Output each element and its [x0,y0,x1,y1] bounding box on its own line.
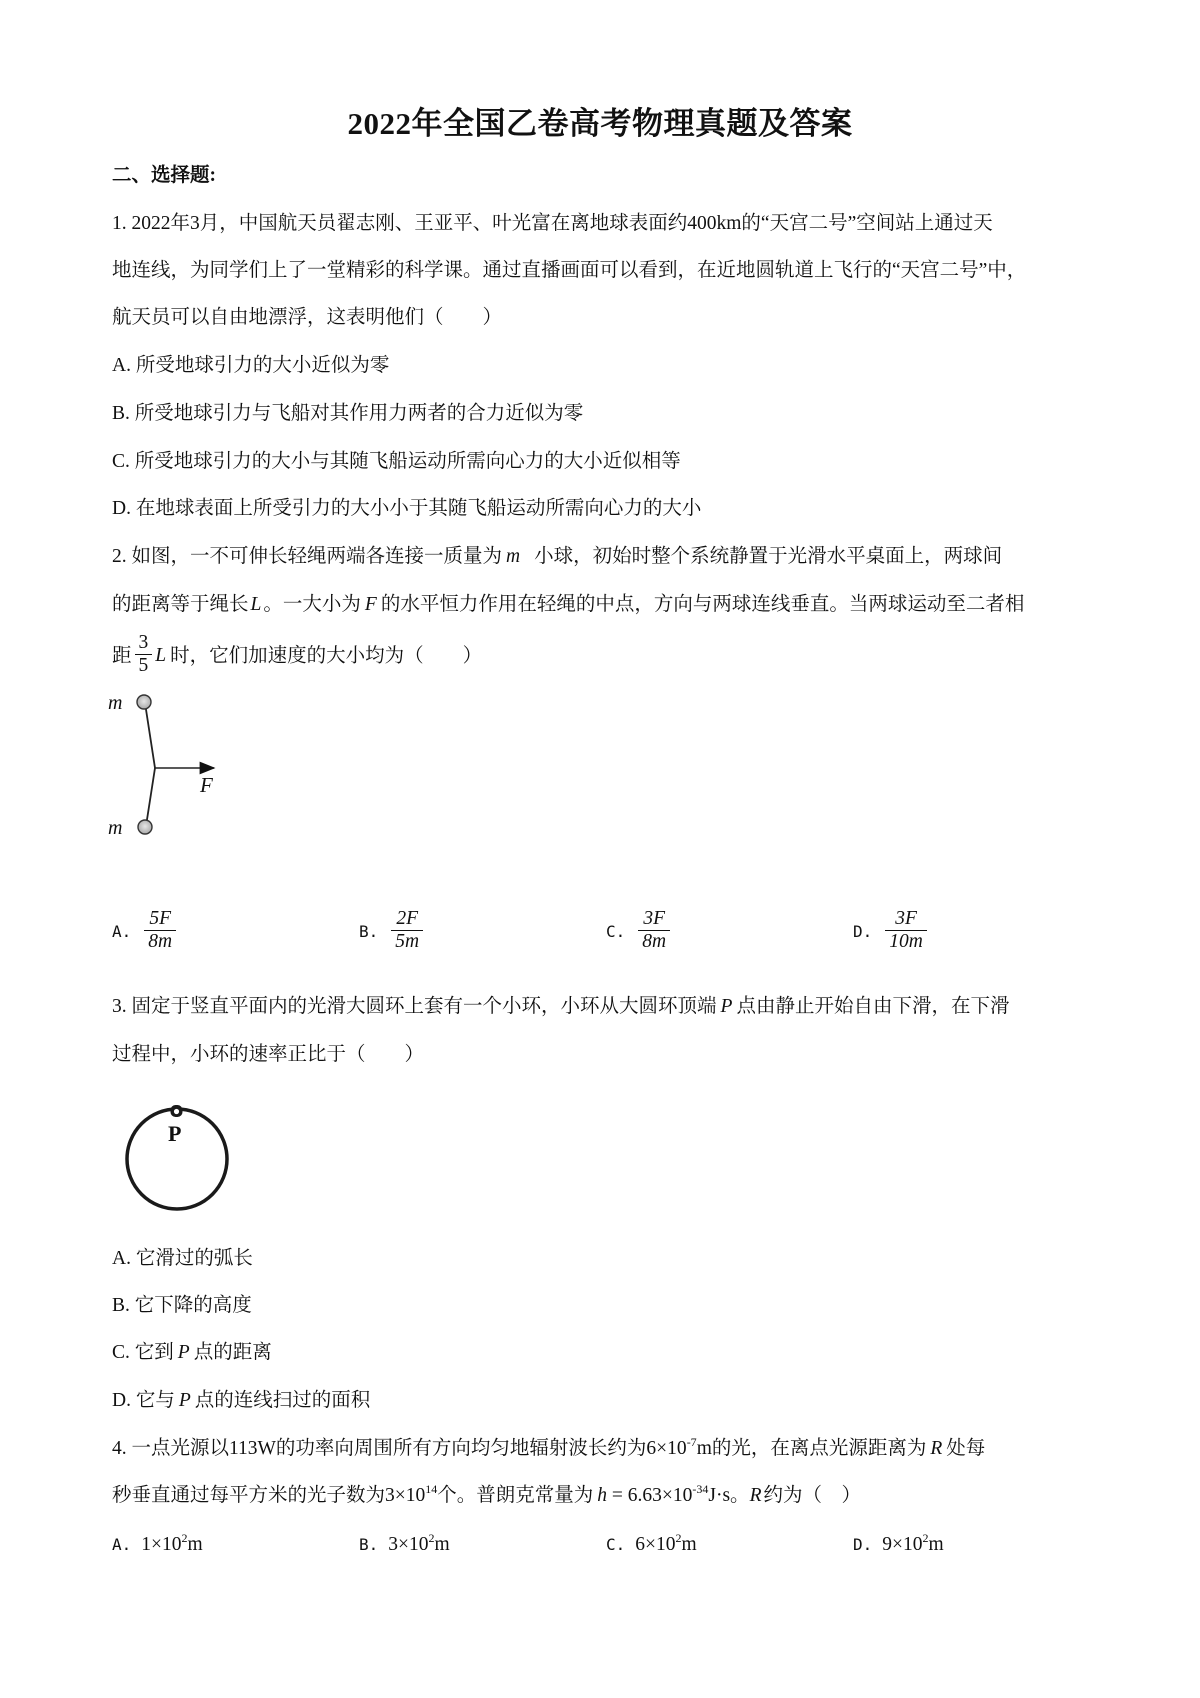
text: 3. 固定于竖直平面内的光滑大圆环上套有一个小环，小环从大圆环顶端 [112,996,717,1017]
option-letter: B. [359,922,379,942]
option-letter: D. [112,1390,131,1411]
option-value: 1×10 [141,1534,182,1555]
option-letter: C. [606,922,626,942]
option-letter: C. [112,451,130,472]
fraction-denominator: 5 [138,655,149,677]
variable-h: h [597,1485,608,1506]
text: 时，它们加速度的大小均为（ ） [170,645,483,667]
hoop-diagram [100,1088,240,1218]
option-text: 所受地球引力的大小近似为零 [135,355,390,376]
option-fraction [391,908,423,954]
option-text: 它滑过的弧长 [135,1248,253,1269]
q3-option-c[interactable] [112,1343,272,1363]
option-fraction [885,908,927,954]
variable-L: L [250,594,262,615]
q3-stem-line-1 [112,997,1009,1017]
option-letter: B. [359,1535,379,1554]
variable-L: L [155,645,167,667]
fraction-denominator: 10m [889,931,923,953]
option-text: 点的连线扫过的面积 [194,1390,371,1411]
option-letter: C. [606,1535,626,1554]
point-label-P: P [168,1121,182,1146]
option-value: 6×10 [635,1534,676,1555]
q4-option-c[interactable] [606,1531,697,1556]
exponent: -7 [686,1435,697,1449]
q4-option-a[interactable] [112,1531,203,1556]
q3-option-b[interactable] [112,1296,252,1316]
fraction-three-fifths [135,632,153,678]
exponent: 2 [922,1531,929,1545]
rope-upper-segment [145,703,155,768]
small-ring-hole [174,1109,179,1114]
force-label: F [200,773,213,797]
variable-F: F [364,594,377,615]
exponent: 2 [181,1531,188,1545]
q4-option-d[interactable] [853,1531,944,1556]
q2-option-d[interactable] [853,910,930,956]
exponent: -34 [692,1482,709,1496]
unit: m [187,1534,203,1555]
text: 距 [112,645,132,667]
fraction-numerator: 3F [638,908,670,931]
text: 。一大小为 [263,594,361,615]
option-letter: C. [112,1342,130,1363]
q1-stem-line-3: 航天员可以自由地漂浮，这表明他们（ ） [112,307,503,328]
text: 4. 一点光源以113W的功率向周围所有方向均匀地辐射波长约为6×10 [112,1438,687,1459]
option-text: 所受地球引力与飞船对其作用力两者的合力近似为零 [134,403,584,424]
option-fraction [144,908,176,954]
text: 2. 如图，一不可伸长轻绳两端各连接一质量为 [112,546,503,567]
page-title: 2022年全国乙卷高考物理真题及答案 [347,106,853,141]
variable-R: R [930,1438,943,1459]
text: = 6.63×10 [607,1485,693,1506]
fraction-denominator: 5m [395,931,420,953]
text: 小球，初始时整个系统静置于光滑水平桌面上，两球间 [534,546,1003,567]
variable-P: P [178,1390,191,1411]
q4-stem-line-1 [112,1435,986,1459]
fraction-denominator: 8m [642,931,667,953]
option-letter: D. [853,922,873,942]
option-text: 所受地球引力的大小与其随飞船运动所需向心力的大小近似相等 [134,451,681,472]
fraction-denominator: 8m [148,931,173,953]
q2-option-b[interactable] [359,910,426,956]
unit: m [928,1534,944,1555]
option-letter: D. [112,498,131,519]
variable-P: P [720,996,733,1017]
variable-m: m [506,546,521,567]
fraction-numerator: 3F [885,908,927,931]
text: 处每 [946,1438,986,1459]
exponent: 2 [428,1531,435,1545]
text: 点由静止开始自由下滑，在下滑 [736,996,1010,1017]
exponent: 14 [425,1482,438,1496]
q1-option-b[interactable] [112,404,583,424]
option-text: 点的距离 [193,1342,272,1363]
q2-option-a[interactable] [112,910,179,956]
text: 个。普朗克常量为 [437,1485,594,1506]
text: J·s。 [708,1485,750,1506]
option-text: 它与 [135,1390,175,1411]
q1-stem-line-1: 1. 2022年3月，中国航天员翟志刚、王亚平、叶光富在离地球表面约400km的“天宫二号”空间站上通过天 [112,213,993,234]
fraction-numerator: 5F [144,908,176,931]
unit: m [681,1534,697,1555]
option-letter: B. [112,403,130,424]
rope-diagram [100,690,240,840]
q4-option-b[interactable] [359,1531,450,1556]
text: 的水平恒力作用在轻绳的中点，方向与两球连线垂直。当两球运动至二者相 [380,594,1025,615]
q1-option-d[interactable] [112,499,701,519]
option-letter: B. [112,1295,130,1316]
q2-figure-rope-masses [100,690,240,840]
q1-stem-line-2: 地连线，为同学们上了一堂精彩的科学课。通过直播画面可以看到，在近地圆轨道上飞行的“天宫二号”中， [112,260,1027,281]
text: m的光，在离点光源距离为 [696,1438,927,1459]
q2-stem-line-3 [112,634,482,680]
fraction-numerator: 2F [391,908,423,931]
option-text: 在地球表面上所受引力的大小小于其随飞船运动所需向心力的大小 [135,498,702,519]
q3-option-a[interactable] [112,1249,253,1269]
option-text: 它到 [134,1342,174,1363]
section-heading: 二、选择题: [112,165,216,186]
option-letter: A. [112,1248,131,1269]
mass-label-top: m [108,692,123,714]
variable-R: R [749,1485,762,1506]
mass-label-bottom: m [108,817,123,839]
unit: m [434,1534,450,1555]
fraction-numerator: 3 [135,632,153,655]
option-letter: A. [112,922,132,942]
q1-option-c[interactable] [112,452,681,472]
option-text: 它下降的高度 [134,1295,252,1316]
text: 秒垂直通过每平方米的光子数为3×10 [112,1485,426,1506]
option-letter: A. [112,355,131,376]
text: 约为（ ） [763,1485,861,1506]
option-value: 9×10 [882,1534,923,1555]
q3-stem-line-2: 过程中，小环的速率正比于（ ） [112,1044,425,1065]
option-letter: D. [853,1535,873,1554]
text: 的距离等于绳长 [112,594,249,615]
q2-stem-line-1 [112,547,1002,567]
q4-stem-line-2 [112,1482,861,1506]
exponent: 2 [675,1531,682,1545]
option-value: 3×10 [388,1534,429,1555]
q2-option-c[interactable] [606,910,673,956]
q1-option-a[interactable] [112,356,389,376]
mass-ball-top [137,695,151,709]
q3-option-d[interactable] [112,1391,370,1411]
option-letter: A. [112,1535,132,1554]
q2-stem-line-2 [112,595,1024,615]
variable-P: P [177,1342,190,1363]
q3-figure-hoop [100,1088,240,1218]
mass-ball-bottom [138,820,152,834]
option-fraction [638,908,670,954]
rope-lower-segment [146,768,155,826]
